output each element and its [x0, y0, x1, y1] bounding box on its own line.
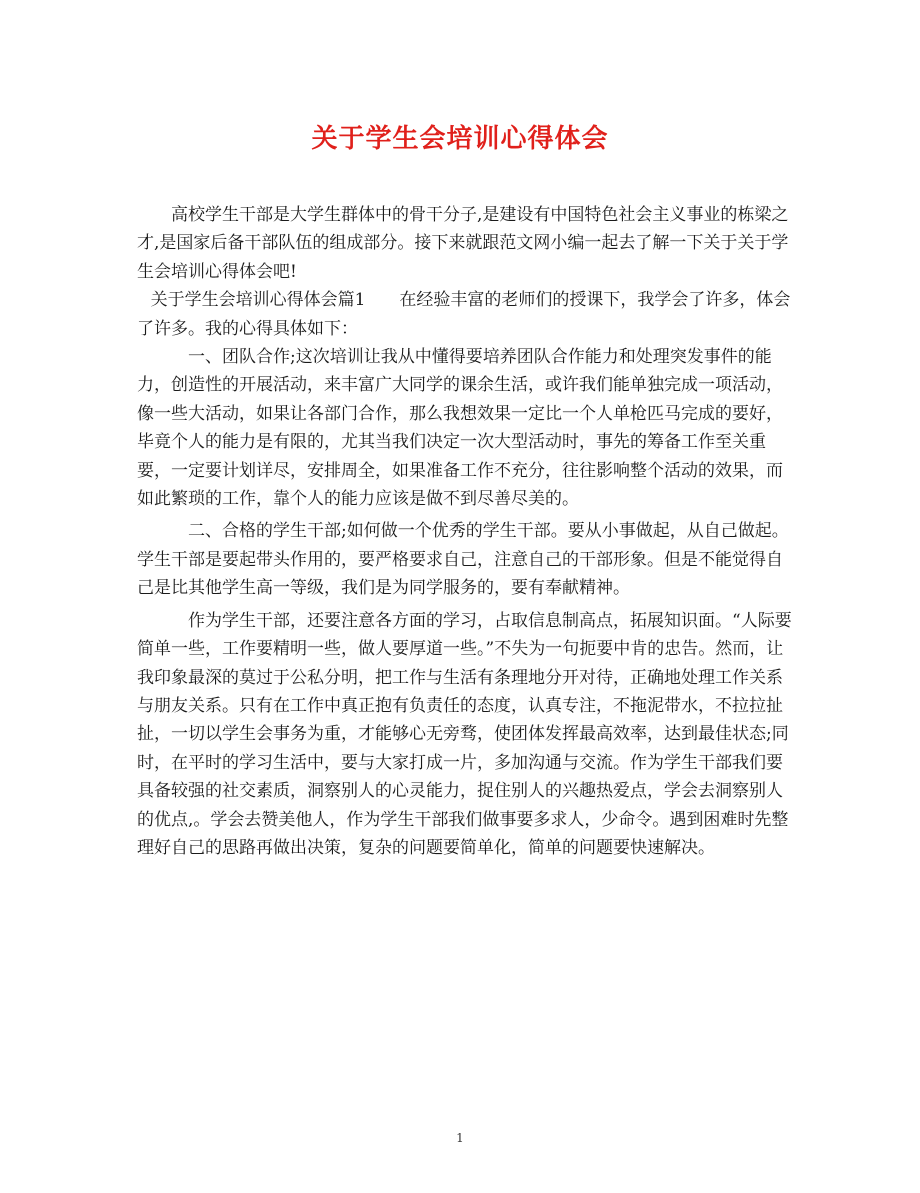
intro-paragraph: 高校学生干部是大学生群体中的骨干分子,是建设有中国特色社会主义事业的栋梁之才,是国家后备干部队伍的组成部分。接下来就跟范文网小编一起去了解一下关于关于学生会培训心得体会吧!: [137, 205, 789, 282]
document-title: 关于学生会培训心得体会: [311, 124, 609, 154]
page-number: 1: [456, 1131, 464, 1145]
section-heading-paragraph: 关于学生会培训心得体会篇1 在经验丰富的老师们的授课下，我学会了许多，体会了许多。我的心得具体如下：: [137, 290, 791, 339]
study-and-work-paragraph: 作为学生干部，还要注意各方面的学习，占取信息制高点，拓展知识面。“人际要简单一些，工作要精明一些，做人要厚道一些。”不失为一句扼要中肯的忠告。然而，让我印象最深的莫过于公私分明，把工作与生活有条理地分开对待，正确地处理工作关系与朋友关系。只有在工作中真正抱有负责任的态度，认真专注，不拖泥带水，不拉拉扯扯，一切以学生会事务为重，才能够心无旁骛，使团体发挥最高效率，达到最佳状态;同时，在平时的学习生活中，要与大家打成一片，多加沟通与交流。作为学生干部我们要具备较强的社交素质，洞察别人的心灵能力，捉住别人的兴趣热爱点，学会去洞察别人的优点,。学会去赞美他人，作为学生干部我们做事要多求人，少命令。遇到困难时先整理好自己的思路再做出决策，复杂的问题要简单化，简单的问题要快速解决。: [137, 610, 792, 858]
team-cooperation-paragraph: 一、团队合作;这次培训让我从中懂得要培养团队合作能力和处理突发事件的能力，创造性的开展活动，来丰富广大同学的课余生活，或许我们能单独完成一项活动，像一些大活动，如果让各部门合作，那么我想效果一定比一个人单枪匹马完成的要好，毕竟个人的能力是有限的，尤其当我们决定一次大型活动时，事先的筹备工作至关重要，一定要计划详尽，安排周全，如果准备工作不充分，往往影响整个活动的效果，而如此繁琐的工作，靠个人的能力应该是做不到尽善尽美的。: [137, 347, 783, 510]
qualified-cadre-paragraph: 二、合格的学生干部;如何做一个优秀的学生干部。要从小事做起，从自己做起。学生干部是要起带头作用的，要严格要求自己，注意自己的干部形象。但是不能觉得自己是比其他学生高一等级，我们是为同学服务的，要有奉献精神。: [137, 521, 789, 599]
document-body: [137, 201, 797, 862]
